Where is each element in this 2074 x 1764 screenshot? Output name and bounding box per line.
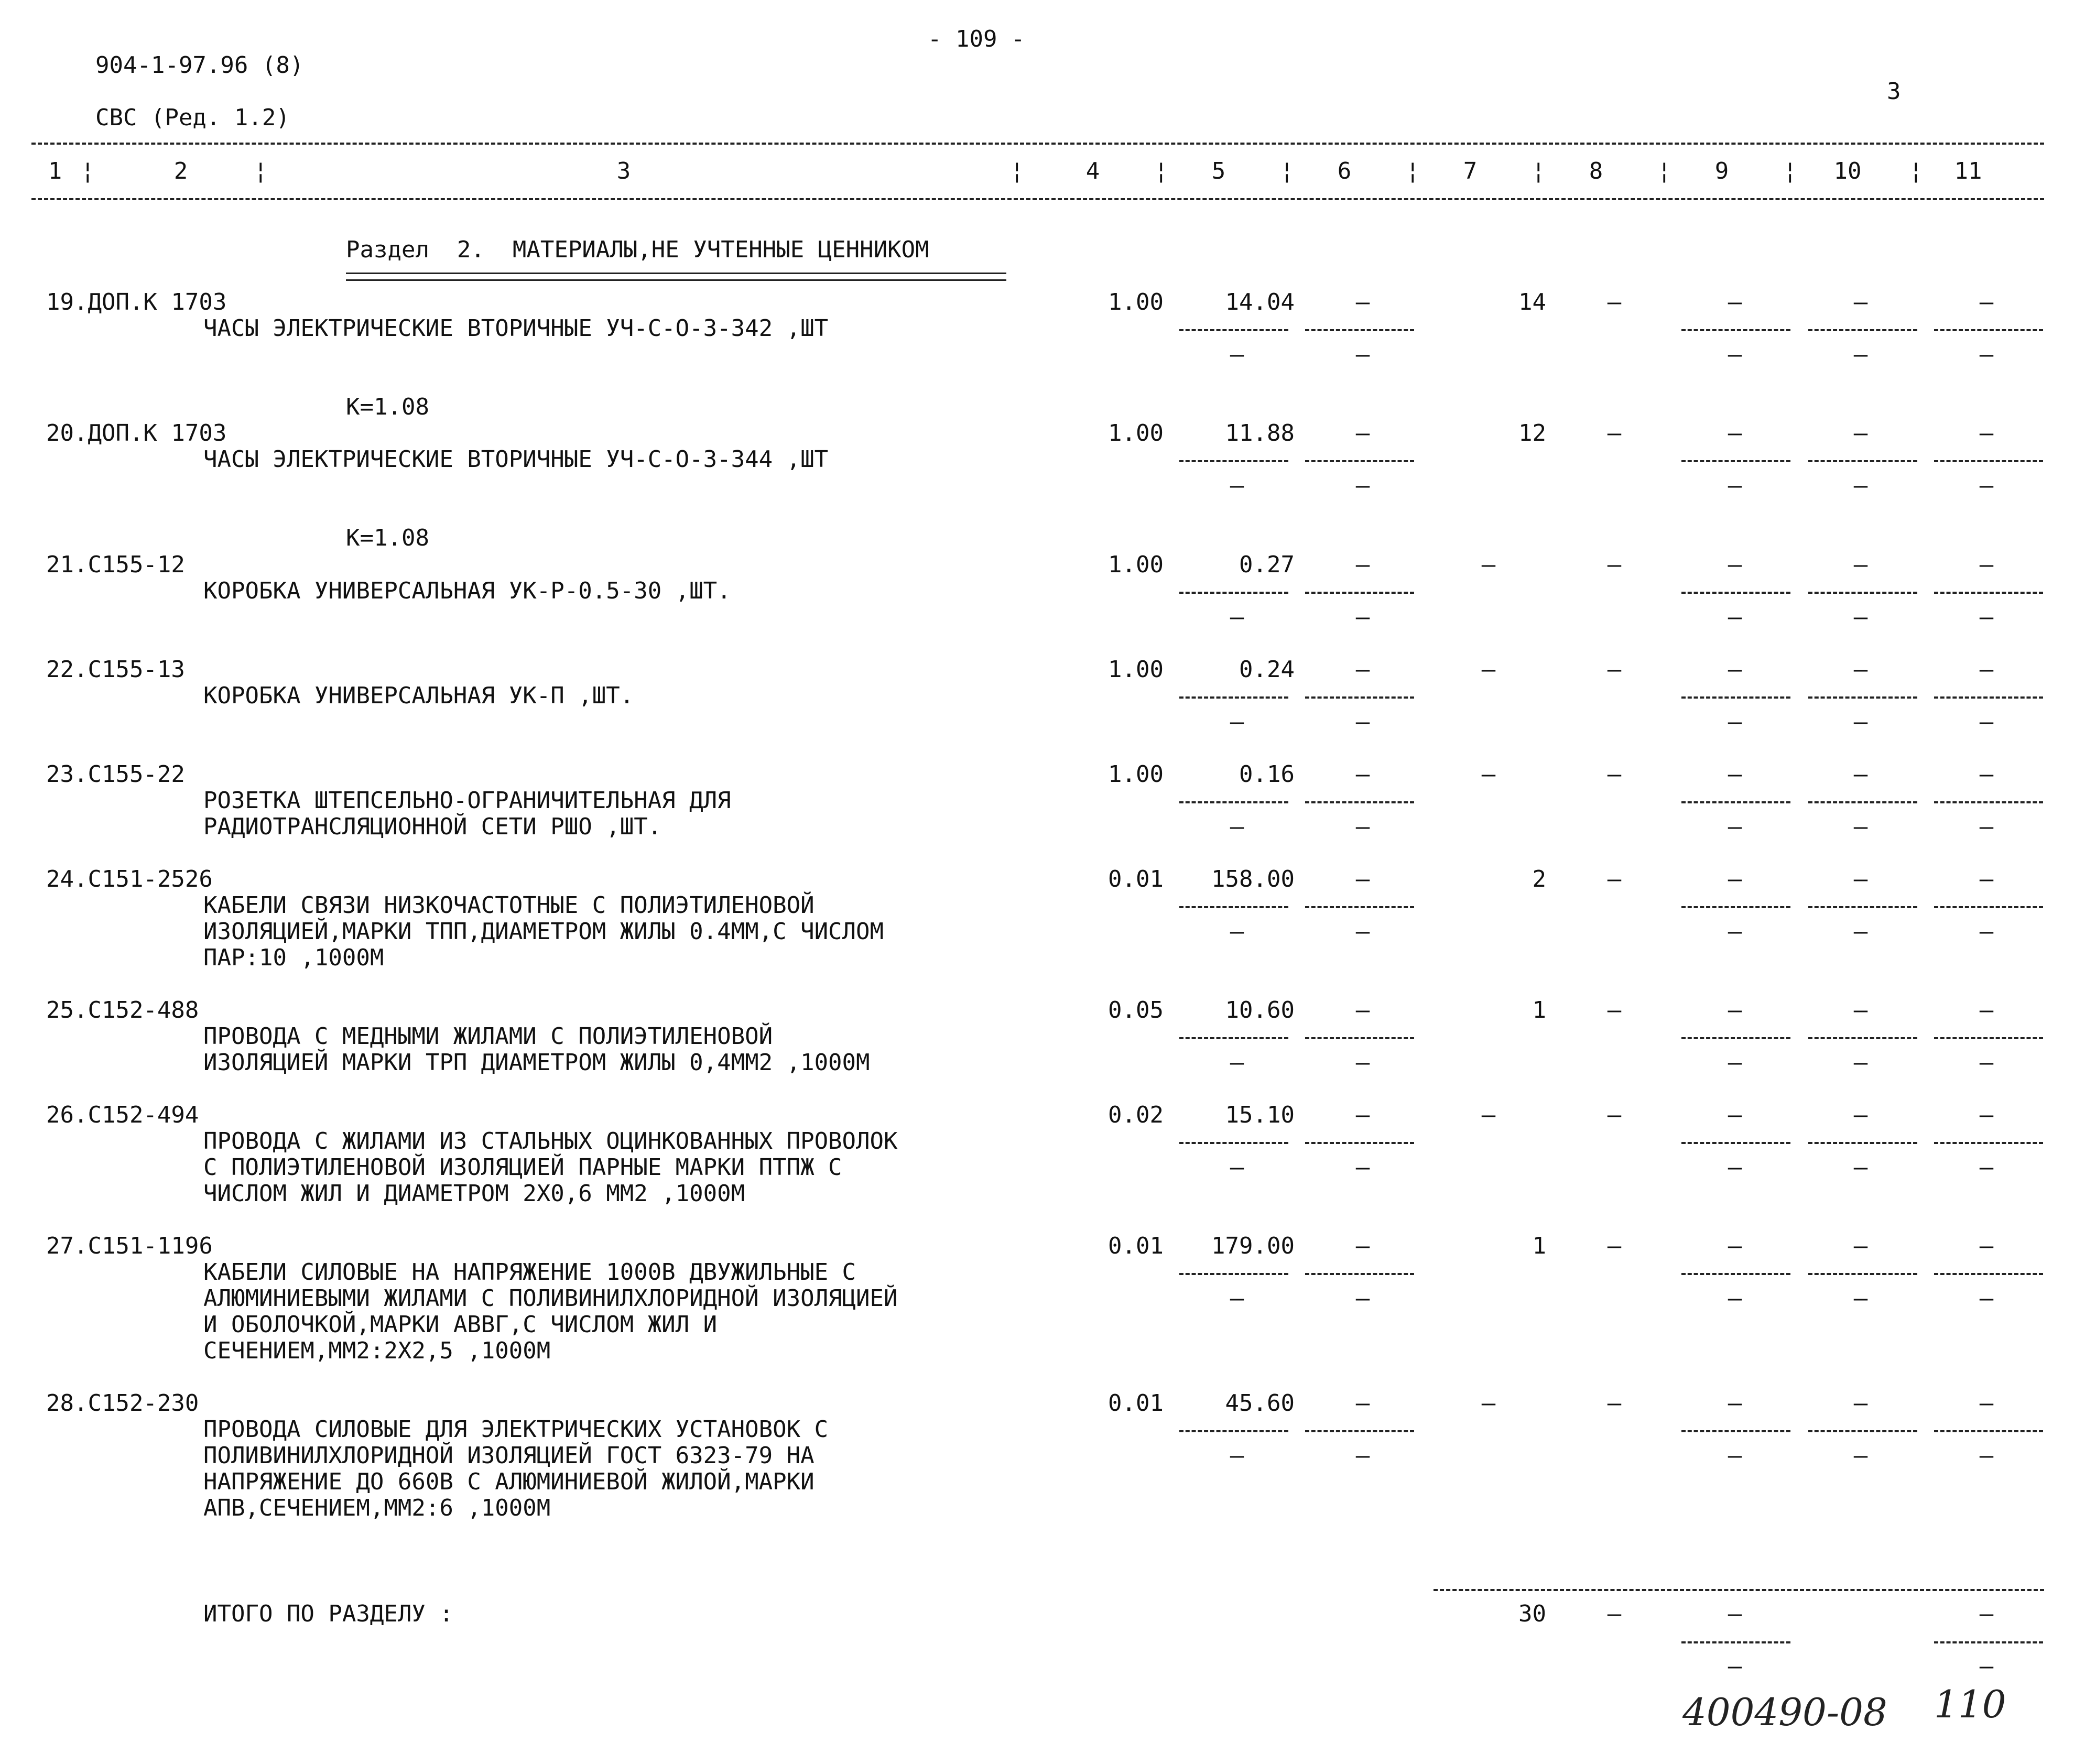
row-col6-rule (1305, 460, 1414, 462)
row-quantity: 0.01 (1108, 1233, 1164, 1259)
row-price-bottom: – (1230, 918, 1244, 945)
row-col10-rule (1681, 1037, 1790, 1039)
row-col9: – (1607, 420, 1622, 447)
row-quantity: 0.01 (1108, 1390, 1164, 1417)
row-col12-bottom: – (1979, 604, 1994, 630)
row-price: 10.60 (1225, 997, 1295, 1023)
section-title-underline (346, 273, 1006, 281)
row-description: НАПРЯЖЕНИЕ ДО 660В С АЛЮМИНИЕВОЙ ЖИЛОЙ,МАРКИ (203, 1468, 815, 1495)
column-separator: ¦ (1657, 158, 1671, 184)
row-price: 15.10 (1225, 1102, 1295, 1128)
row-col6: – (1355, 1102, 1370, 1128)
row-quantity: 0.02 (1108, 1102, 1164, 1128)
row-col11-rule (1808, 1273, 1917, 1275)
row-col7: – (1481, 551, 1496, 578)
row-col6-rule (1305, 906, 1414, 908)
row-coefficient-note: К=1.08 (346, 394, 429, 420)
row-col12-rule (1934, 592, 2043, 594)
row-col10: – (1728, 1102, 1742, 1128)
row-col10-bottom: – (1728, 341, 1742, 368)
row-col10-bottom: – (1728, 918, 1742, 945)
row-price-rule (1179, 906, 1288, 908)
document-code: 904-1-97.96 (8) (95, 52, 304, 79)
row-price-bottom: – (1230, 1285, 1244, 1312)
row-col10: – (1728, 420, 1742, 447)
row-col11-bottom: – (1853, 604, 1868, 630)
row-col11-bottom: – (1853, 1049, 1868, 1076)
row-price-bottom: – (1230, 709, 1244, 735)
row-col11: – (1853, 1390, 1868, 1417)
column-header-2: 2 (173, 158, 188, 184)
column-separator: ¦ (1280, 158, 1294, 184)
row-col8: 1 (1532, 1233, 1546, 1259)
row-quantity: 0.01 (1108, 866, 1164, 892)
row-col11: – (1853, 1102, 1868, 1128)
row-col12-rule (1934, 696, 2043, 699)
row-col10-rule (1681, 696, 1790, 699)
header-top-rule (31, 143, 2044, 145)
row-col8: 1 (1532, 997, 1546, 1023)
column-header-7: 7 (1463, 158, 1478, 184)
row-col6-rule (1305, 1430, 1414, 1432)
row-description: РАДИОТРАНСЛЯЦИОННОЙ СЕТИ РШО ,ШТ. (203, 813, 662, 840)
total-col8: 30 (1518, 1600, 1546, 1627)
row-price: 45.60 (1225, 1390, 1295, 1417)
column-separator: ¦ (1532, 158, 1546, 184)
row-code: 27.С151-1196 (46, 1233, 213, 1259)
row-col6: – (1355, 551, 1370, 578)
row-quantity: 1.00 (1108, 761, 1164, 788)
row-col6: – (1355, 289, 1370, 315)
row-col10: – (1728, 1233, 1742, 1259)
row-price-rule (1179, 801, 1288, 803)
row-price-rule (1179, 460, 1288, 462)
row-col11: – (1853, 866, 1868, 892)
column-header-6: 6 (1337, 158, 1352, 184)
row-price-rule (1179, 696, 1288, 699)
row-col12-bottom: – (1979, 1442, 1994, 1469)
row-col6: – (1355, 866, 1370, 892)
row-price: 179.00 (1211, 1233, 1295, 1259)
row-col12-rule (1934, 329, 2043, 331)
row-price: 158.00 (1211, 866, 1295, 892)
row-col12: – (1979, 761, 1994, 788)
row-price-rule (1179, 1142, 1288, 1144)
row-col6: – (1355, 997, 1370, 1023)
row-col7: – (1481, 761, 1496, 788)
total-col12: – (1979, 1600, 1994, 1627)
row-col11-bottom: – (1853, 918, 1868, 945)
row-price-bottom: – (1230, 1049, 1244, 1076)
row-col10-rule (1681, 329, 1790, 331)
column-header-1: 1 (48, 158, 62, 184)
row-description: ПРОВОДА СИЛОВЫЕ ДЛЯ ЭЛЕКТРИЧЕСКИХ УСТАНОВОК С (203, 1416, 829, 1443)
row-col12-bottom: – (1979, 1049, 1994, 1076)
column-separator: ¦ (81, 158, 95, 184)
row-col10: – (1728, 866, 1742, 892)
row-col11-bottom: – (1853, 813, 1868, 840)
column-separator: ¦ (254, 158, 268, 184)
row-col11: – (1853, 656, 1868, 683)
row-code: 24.С151-2526 (46, 866, 213, 892)
row-col12: – (1979, 866, 1994, 892)
row-price-bottom: – (1230, 341, 1244, 368)
row-col11-bottom: – (1853, 472, 1868, 499)
row-code: 20.ДОП.К 1703 (46, 420, 227, 447)
row-description: ЧАСЫ ЭЛЕКТРИЧЕСКИЕ ВТОРИЧНЫЕ УЧ-С-О-3-344 ,ШТ (203, 446, 829, 473)
row-col10-bottom: – (1728, 1049, 1742, 1076)
row-description: КОРОБКА УНИВЕРСАЛЬНАЯ УК-Р-0.5-30 ,ШТ. (203, 578, 731, 604)
row-col11-rule (1808, 592, 1917, 594)
row-description: ПРОВОДА С МЕДНЫМИ ЖИЛАМИ С ПОЛИЭТИЛЕНОВОЙ (203, 1023, 773, 1050)
sheet-mark: 3 (1887, 78, 1901, 105)
row-col12: – (1979, 289, 1994, 315)
row-description: КАБЕЛИ СИЛОВЫЕ НА НАПРЯЖЕНИЕ 1000В ДВУЖИЛЬНЫЕ С (203, 1259, 856, 1286)
row-col10: – (1728, 997, 1742, 1023)
row-description: ИЗОЛЯЦИЕЙ,МАРКИ ТПП,ДИАМЕТРОМ ЖИЛЫ 0.4ММ,С ЧИСЛОМ (203, 918, 884, 945)
row-col11-bottom: – (1853, 341, 1868, 368)
row-col9: – (1607, 289, 1622, 315)
row-col10-rule (1681, 1142, 1790, 1144)
row-col6-bottom: – (1355, 1154, 1370, 1181)
row-col12-rule (1934, 1037, 2043, 1039)
row-col10-bottom: – (1728, 1154, 1742, 1181)
row-col12-bottom: – (1979, 813, 1994, 840)
row-col11: – (1853, 551, 1868, 578)
row-col11-rule (1808, 1430, 1917, 1432)
row-code: 21.С155-12 (46, 551, 185, 578)
column-header-11: 11 (1954, 158, 1982, 184)
column-header-4: 4 (1085, 158, 1100, 184)
row-col11-bottom: – (1853, 1154, 1868, 1181)
row-col12: – (1979, 420, 1994, 447)
total-col9: – (1607, 1600, 1622, 1627)
row-col10-rule (1681, 906, 1790, 908)
row-col11-bottom: – (1853, 709, 1868, 735)
row-code: 25.С152-488 (46, 997, 199, 1023)
row-price-rule (1179, 1430, 1288, 1432)
row-col12-rule (1934, 1430, 2043, 1432)
row-col6-bottom: – (1355, 341, 1370, 368)
row-col10: – (1728, 761, 1742, 788)
row-col6-bottom: – (1355, 1049, 1370, 1076)
total-label: ИТОГО ПО РАЗДЕЛУ : (203, 1600, 453, 1627)
row-description: ПАР:10 ,1000М (203, 944, 384, 971)
row-col6-bottom: – (1355, 1285, 1370, 1312)
row-col9: – (1607, 1390, 1622, 1417)
column-header-3: 3 (616, 158, 631, 184)
column-separator: ¦ (1783, 158, 1797, 184)
row-price: 14.04 (1225, 289, 1295, 315)
column-header-10: 10 (1833, 158, 1862, 184)
row-description: С ПОЛИЭТИЛЕНОВОЙ ИЗОЛЯЦИЕЙ ПАРНЫЕ МАРКИ ПТПЖ С (203, 1154, 842, 1181)
row-col9: – (1607, 997, 1622, 1023)
row-col12-rule (1934, 801, 2043, 803)
row-col12-bottom: – (1979, 1154, 1994, 1181)
row-price: 0.27 (1239, 551, 1295, 578)
row-code: 23.С155-22 (46, 761, 185, 788)
row-col11-rule (1808, 329, 1917, 331)
row-col6-rule (1305, 801, 1414, 803)
row-price: 11.88 (1225, 420, 1295, 447)
row-col6-rule (1305, 329, 1414, 331)
row-col11-rule (1808, 1142, 1917, 1144)
row-quantity: 0.05 (1108, 997, 1164, 1023)
row-col8: 14 (1518, 289, 1546, 315)
row-col6-bottom: – (1355, 1442, 1370, 1469)
column-separator: ¦ (1909, 158, 1923, 184)
row-col6: – (1355, 656, 1370, 683)
row-col11: – (1853, 1233, 1868, 1259)
row-price-rule (1179, 329, 1288, 331)
handwritten-number: 110 (1934, 1682, 2006, 1726)
row-quantity: 1.00 (1108, 420, 1164, 447)
row-quantity: 1.00 (1108, 289, 1164, 315)
row-col12: – (1979, 1102, 1994, 1128)
row-col9: – (1607, 866, 1622, 892)
row-col12: – (1979, 551, 1994, 578)
column-separator: ¦ (1010, 158, 1024, 184)
row-description: ИЗОЛЯЦИЕЙ МАРКИ ТРП ДИАМЕТРОМ ЖИЛЫ 0,4ММ2 ,1000М (203, 1049, 870, 1076)
row-quantity: 1.00 (1108, 551, 1164, 578)
row-col11: – (1853, 997, 1868, 1023)
row-description: СЕЧЕНИЕМ,ММ2:2Х2,5 ,1000М (203, 1337, 551, 1364)
row-col9: – (1607, 761, 1622, 788)
row-col6: – (1355, 761, 1370, 788)
row-price-bottom: – (1230, 472, 1244, 499)
row-col8: 2 (1532, 866, 1546, 892)
row-description: ПОЛИВИНИЛХЛОРИДНОЙ ИЗОЛЯЦИЕЙ ГОСТ 6323-79 НА (203, 1442, 815, 1469)
row-col6-bottom: – (1355, 918, 1370, 945)
row-price-bottom: – (1230, 1154, 1244, 1181)
row-col10-bottom: – (1728, 709, 1742, 735)
row-col12-bottom: – (1979, 341, 1994, 368)
row-col6-bottom: – (1355, 813, 1370, 840)
row-price-rule (1179, 1037, 1288, 1039)
column-header-9: 9 (1714, 158, 1729, 184)
row-code: 22.С155-13 (46, 656, 185, 683)
row-col10-bottom: – (1728, 604, 1742, 630)
column-separator: ¦ (1154, 158, 1168, 184)
row-code: 26.С152-494 (46, 1102, 199, 1128)
total-col12-rule (1934, 1641, 2043, 1643)
row-col11-bottom: – (1853, 1285, 1868, 1312)
row-col6-rule (1305, 1037, 1414, 1039)
row-col6: – (1355, 1390, 1370, 1417)
row-col6-rule (1305, 696, 1414, 699)
row-description: ЧАСЫ ЭЛЕКТРИЧЕСКИЕ ВТОРИЧНЫЕ УЧ-С-О-3-342 ,ШТ (203, 315, 829, 342)
row-col10-bottom: – (1728, 813, 1742, 840)
row-col10-rule (1681, 592, 1790, 594)
row-col10: – (1728, 1390, 1742, 1417)
row-col10: – (1728, 551, 1742, 578)
row-col12-rule (1934, 460, 2043, 462)
row-price-rule (1179, 592, 1288, 594)
row-col12-bottom: – (1979, 1285, 1994, 1312)
row-price-bottom: – (1230, 813, 1244, 840)
row-col12-bottom: – (1979, 709, 1994, 735)
row-col6: – (1355, 1233, 1370, 1259)
row-col6-rule (1305, 1273, 1414, 1275)
row-col6-rule (1305, 1142, 1414, 1144)
row-col12: – (1979, 1390, 1994, 1417)
total-rule (1434, 1589, 2044, 1591)
row-description: АЛЮМИНИЕВЫМИ ЖИЛАМИ С ПОЛИВИНИЛХЛОРИДНОЙ ИЗОЛЯЦИЕЙ (203, 1285, 898, 1312)
row-col10-bottom: – (1728, 1442, 1742, 1469)
row-col11-rule (1808, 906, 1917, 908)
row-col8: 12 (1518, 420, 1546, 447)
column-header-8: 8 (1589, 158, 1603, 184)
row-col10-rule (1681, 1273, 1790, 1275)
row-description: КАБЕЛИ СВЯЗИ НИЗКОЧАСТОТНЫЕ С ПОЛИЭТИЛЕНОВОЙ (203, 892, 815, 919)
total-col10: – (1728, 1600, 1742, 1627)
row-description: КОРОБКА УНИВЕРСАЛЬНАЯ УК-П ,ШТ. (203, 682, 634, 709)
row-description: ЧИСЛОМ ЖИЛ И ДИАМЕТРОМ 2Х0,6 ММ2 ,1000М (203, 1180, 745, 1207)
program-name: СВС (Ред. 1.2) (95, 104, 290, 131)
row-col12-rule (1934, 906, 2043, 908)
row-col11-rule (1808, 460, 1917, 462)
row-col11: – (1853, 420, 1868, 447)
column-header-5: 5 (1211, 158, 1226, 184)
row-quantity: 1.00 (1108, 656, 1164, 683)
row-col12: – (1979, 1233, 1994, 1259)
row-col12-bottom: – (1979, 918, 1994, 945)
row-col9: – (1607, 1233, 1622, 1259)
row-col10-rule (1681, 460, 1790, 462)
row-col11: – (1853, 761, 1868, 788)
row-col12: – (1979, 656, 1994, 683)
row-col9: – (1607, 656, 1622, 683)
row-col9: – (1607, 551, 1622, 578)
row-price: 0.24 (1239, 656, 1295, 683)
page-number: - 109 - (928, 26, 1025, 52)
row-col10: – (1728, 289, 1742, 315)
row-col10-bottom: – (1728, 1285, 1742, 1312)
row-code: 19.ДОП.К 1703 (46, 289, 227, 315)
section-title: Раздел 2. МАТЕРИАЛЫ,НЕ УЧТЕННЫЕ ЦЕННИКОМ (346, 236, 929, 263)
row-description: ПРОВОДА С ЖИЛАМИ ИЗ СТАЛЬНЫХ ОЦИНКОВАННЫХ ПРОВОЛОК (203, 1128, 898, 1155)
row-code: 28.С152-230 (46, 1390, 199, 1417)
total-col10-bottom: – (1728, 1653, 1742, 1680)
total-col12-bottom: – (1979, 1653, 1994, 1680)
row-col11-rule (1808, 1037, 1917, 1039)
row-col12: – (1979, 997, 1994, 1023)
row-col11: – (1853, 289, 1868, 315)
row-price-bottom: – (1230, 604, 1244, 630)
row-col12-bottom: – (1979, 472, 1994, 499)
row-col9: – (1607, 1102, 1622, 1128)
row-price-bottom: – (1230, 1442, 1244, 1469)
row-col10-rule (1681, 1430, 1790, 1432)
row-col11-bottom: – (1853, 1442, 1868, 1469)
row-col10: – (1728, 656, 1742, 683)
row-col11-rule (1808, 696, 1917, 699)
row-col6-bottom: – (1355, 604, 1370, 630)
row-col6-bottom: – (1355, 709, 1370, 735)
row-col6: – (1355, 420, 1370, 447)
row-description: РОЗЕТКА ШТЕПСЕЛЬНО-ОГРАНИЧИТЕЛЬНАЯ ДЛЯ (203, 787, 731, 814)
row-description: И ОБОЛОЧКОЙ,МАРКИ АВВГ,С ЧИСЛОМ ЖИЛ И (203, 1311, 718, 1338)
column-separator: ¦ (1406, 158, 1420, 184)
header-bottom-rule (31, 198, 2044, 200)
row-price: 0.16 (1239, 761, 1295, 788)
row-col11-rule (1808, 801, 1917, 803)
total-col10-rule (1681, 1641, 1790, 1643)
row-col12-rule (1934, 1142, 2043, 1144)
row-col12-rule (1934, 1273, 2043, 1275)
row-col7: – (1481, 1102, 1496, 1128)
row-price-rule (1179, 1273, 1288, 1275)
row-col10-bottom: – (1728, 472, 1742, 499)
row-col7: – (1481, 656, 1496, 683)
row-coefficient-note: К=1.08 (346, 525, 429, 551)
row-col6-bottom: – (1355, 472, 1370, 499)
row-description: АПВ,СЕЧЕНИЕМ,ММ2:6 ,1000М (203, 1495, 551, 1521)
row-col7: – (1481, 1390, 1496, 1417)
row-col6-rule (1305, 592, 1414, 594)
row-col10-rule (1681, 801, 1790, 803)
handwritten-reference: 400490-08 (1682, 1690, 1887, 1734)
